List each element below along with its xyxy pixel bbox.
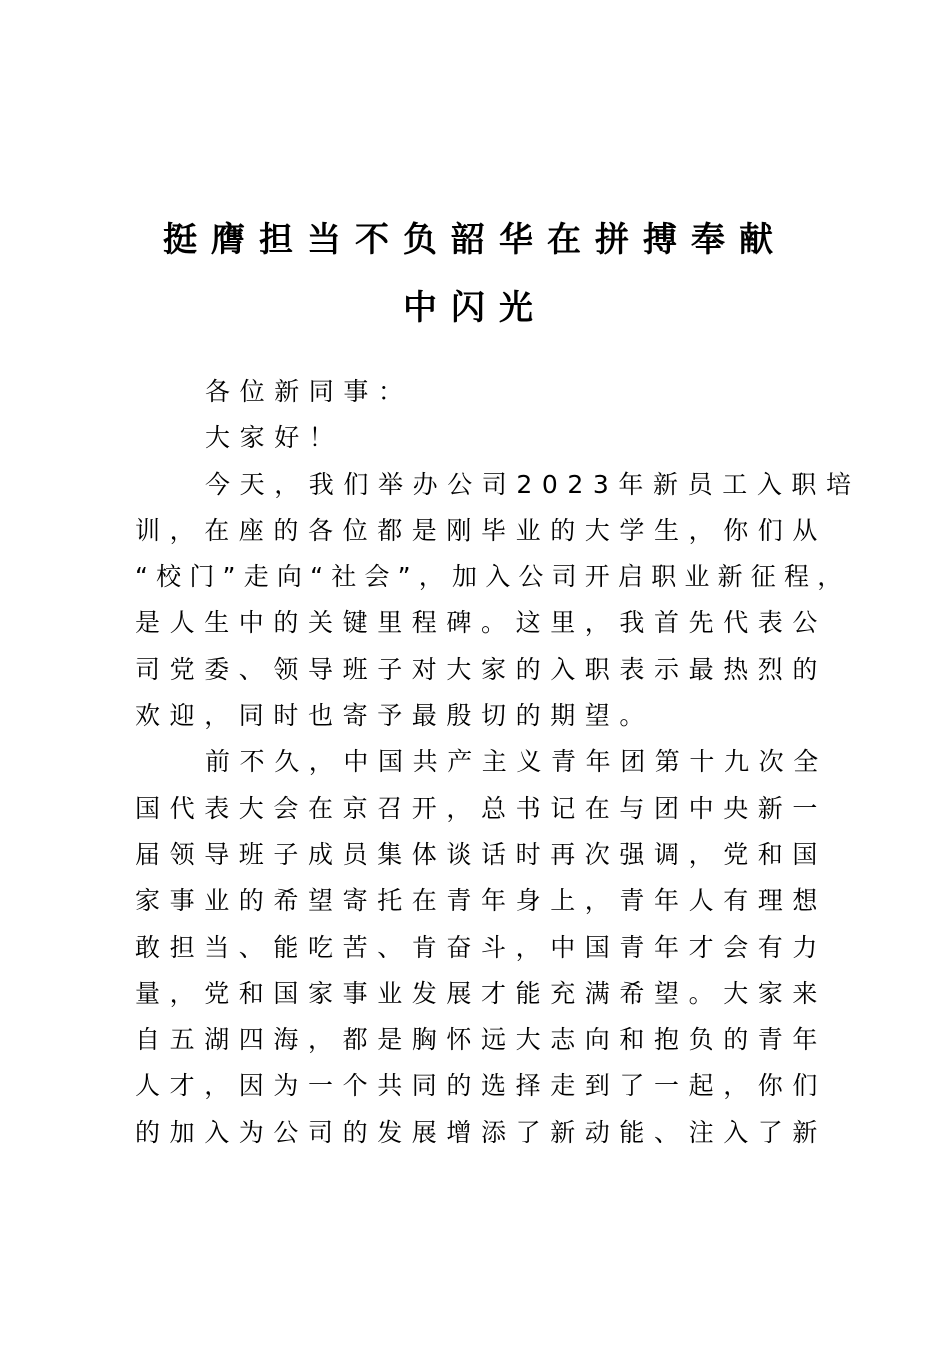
body-line: 的加入为公司的发展增添了新动能、注入了新 [135, 1117, 828, 1147]
body-line: 大家好！ [205, 423, 344, 453]
body-line: 今天，我们举办公司2023年新员工入职培 [205, 469, 861, 499]
document-title-line-2: 中闪光 [403, 288, 547, 328]
body-line: 自五湖四海，都是胸怀远大志向和抱负的青年 [135, 1025, 828, 1055]
document-title-line-1: 挺膺担当不负韶华在拼搏奉献 [163, 220, 787, 260]
body-line: 人才，因为一个共同的选择走到了一起，你们 [135, 1071, 828, 1101]
body-line: 家事业的希望寄托在青年身上，青年人有理想 [135, 886, 828, 916]
body-line: 欢迎，同时也寄予最殷切的期望。 [135, 701, 655, 731]
body-line: 量，党和国家事业发展才能充满希望。大家来 [135, 978, 828, 1008]
body-line: 各位新同事： [205, 377, 413, 406]
body-line: 国代表大会在京召开，总书记在与团中央新一 [135, 793, 828, 823]
document-body [135, 369, 861, 1156]
body-line: 是人生中的关键里程碑。这里，我首先代表公 [135, 608, 828, 638]
body-line: 司党委、领导班子对大家的入职表示最热烈的 [135, 654, 828, 684]
body-line: 训，在座的各位都是刚毕业的大学生，你们从 [135, 515, 828, 545]
body-line: 届领导班子成员集体谈话时再次强调，党和国 [135, 839, 828, 869]
body-line: 前不久，中国共产主义青年团第十九次全 [205, 747, 828, 777]
body-line: 敢担当、能吃苦、肯奋斗，中国青年才会有力 [135, 932, 828, 962]
body-line: “校门”走向“社会”，加入公司开启职业新征程， [135, 562, 851, 592]
